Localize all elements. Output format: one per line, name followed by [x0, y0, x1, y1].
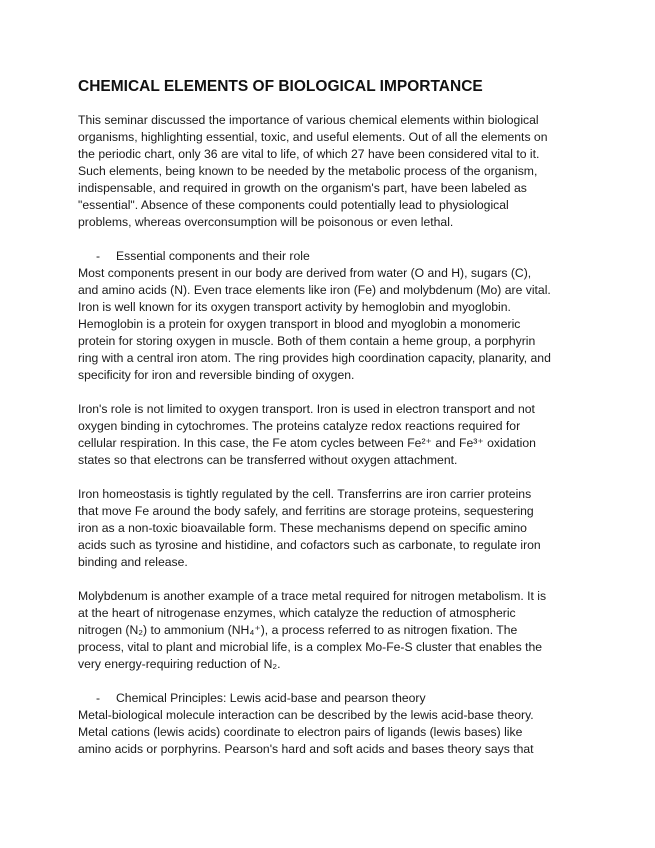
bullet-dash: -	[96, 249, 101, 263]
text-line: oxygen binding in cytochromes. The proteins catalyze redox reactions required for	[78, 419, 521, 433]
text-line: Molybdenum is another example of a trace metal required for nitrogen metabolism. It is	[78, 589, 547, 603]
paragraph-iron-homeostasis	[78, 486, 578, 571]
paragraph-molybdenum	[78, 588, 578, 673]
text-line: nitrogen (N₂) to ammonium (NH₄⁺), a process referred to as nitrogen fixation. The	[78, 623, 518, 637]
text-line: cellular respiration. In this case, the Fe atom cycles between Fe²⁺ and Fe³⁺ oxidation	[78, 436, 536, 450]
intro-paragraph	[78, 112, 578, 231]
text-line: Metal cations (lewis acids) coordinate to electron pairs of ligands (lewis bases) like	[78, 725, 523, 739]
document-page	[78, 77, 578, 758]
text-line: the periodic chart, only 36 are vital to life, of which 27 have been considered vital to it.	[78, 147, 540, 161]
text-line: protein for storing oxygen in muscle. Both of them contain a heme group, a porphyrin	[78, 334, 536, 348]
text-line: at the heart of nitrogenase enzymes, which catalyze the reduction of atmospheric	[78, 606, 516, 620]
text-line: Iron's role is not limited to oxygen transport. Iron is used in electron transport and not	[78, 402, 535, 416]
text-line: specificity for iron and reversible binding of oxygen.	[78, 368, 355, 382]
text-line: indispensable, and required in growth on the organism's part, have been labeled as	[78, 181, 527, 195]
paragraph-lewis-theory	[78, 707, 578, 758]
text-line: Iron homeostasis is tightly regulated by the cell. Transferrins are iron carrier proteins	[78, 487, 532, 501]
text-line: Hemoglobin is a protein for oxygen transport in blood and myoglobin a monomeric	[78, 317, 521, 331]
paragraph-iron-role	[78, 401, 578, 469]
paragraph-components	[78, 265, 578, 384]
document-title: CHEMICAL ELEMENTS OF BIOLOGICAL IMPORTANCE	[78, 78, 483, 95]
text-line: This seminar discussed the importance of various chemical elements within biological	[78, 113, 539, 127]
bullet-dash: -	[96, 691, 101, 705]
text-line: states so that electrons can be transferred without oxygen attachment.	[78, 453, 458, 467]
section-heading-text: Essential components and their role	[116, 249, 310, 263]
text-line: iron as a non-toxic bioavailable form. These mechanisms depend on specific amino	[78, 521, 527, 535]
text-line: problems, whereas overconsumption will be poisonous or even lethal.	[78, 215, 454, 229]
text-line: acids such as tyrosine and histidine, and cofactors such as carbonate, to regulate iron	[78, 538, 541, 552]
text-line: Most components present in our body are derived from water (O and H), sugars (C),	[78, 266, 532, 280]
text-line: organisms, highlighting essential, toxic, and useful elements. Out of all the elements on	[78, 130, 548, 144]
section-heading-essential-components	[78, 248, 578, 265]
text-line: that move Fe around the body safely, and ferritins are storage proteins, sequestering	[78, 504, 534, 518]
section-heading-chemical-principles	[78, 690, 578, 707]
text-line: process, vital to plant and microbial life, is a complex Mo-Fe-S cluster that enables the	[78, 640, 543, 654]
text-line: binding and release.	[78, 555, 188, 569]
text-line: and amino acids (N). Even trace elements like iron (Fe) and molybdenum (Mo) are vital.	[78, 283, 551, 297]
text-line: Metal-biological molecule interaction can be described by the lewis acid-base theory.	[78, 708, 534, 722]
section-heading-text: Chemical Principles: Lewis acid-base and pearson theory	[116, 691, 426, 705]
text-line: Iron is well known for its oxygen transport activity by hemoglobin and myoglobin.	[78, 300, 511, 314]
text-line: Such elements, being known to be needed by the metabolic process of the organism,	[78, 164, 538, 178]
text-line: ring with a central iron atom. The ring provides high coordination capacity, planarity, and	[78, 351, 551, 365]
text-line: "essential". Absence of these components could potentially lead to physiological	[78, 198, 509, 212]
text-line: amino acids or porphyrins. Pearson's hard and soft acids and bases theory says that	[78, 742, 534, 756]
text-line: very energy-requiring reduction of N₂.	[78, 657, 281, 671]
